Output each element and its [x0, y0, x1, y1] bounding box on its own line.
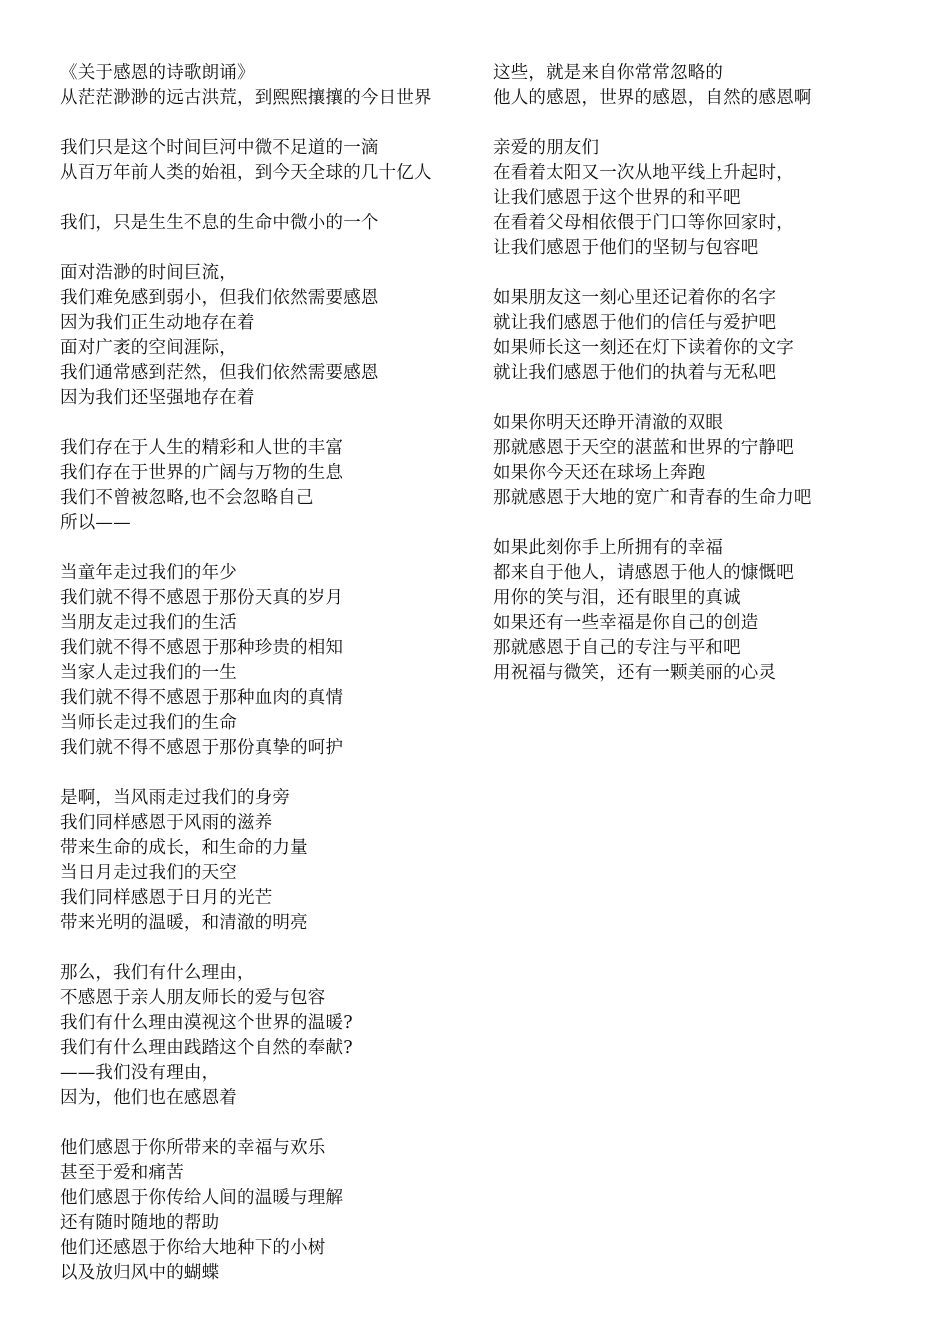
poem-line: 我们有什么理由践踏这个自然的奉献?	[60, 1038, 353, 1058]
poem-line: 当日月走过我们的天空	[60, 863, 237, 883]
poem-line: 甚至于爱和痛苦	[60, 1163, 184, 1183]
poem-line: 当家人走过我们的一生	[60, 663, 237, 683]
poem-line: 让我们感恩于他们的坚韧与包容吧	[493, 238, 759, 258]
stanza	[60, 1136, 480, 1286]
poem-line: 如果师长这一刻还在灯下读着你的文字	[493, 338, 794, 358]
poem-line: 面对浩渺的时间巨流，	[60, 263, 237, 283]
poem-line: 面对广袤的空间涯际，	[60, 338, 237, 358]
poem-line: 用你的笑与泪，还有眼里的真诚	[493, 588, 741, 608]
poem-line: 因为，他们也在感恩着	[60, 1088, 237, 1108]
poem-line: 我们存在于人生的精彩和人世的丰富	[60, 438, 344, 458]
poem-line: 以及放归风中的蝴蝶	[60, 1263, 220, 1283]
poem-line: 这些，就是来自你常常忽略的	[493, 63, 724, 83]
poem-line: 是啊，当风雨走过我们的身旁	[60, 788, 291, 808]
stanza	[60, 211, 480, 236]
poem-line: 带来光明的温暖，和清澈的明亮	[60, 913, 308, 933]
poem-line: 我们不曾被忽略,也不会忽略自己	[60, 488, 314, 508]
poem-line: 如果还有一些幸福是你自己的创造	[493, 613, 759, 633]
poem-line: 让我们感恩于这个世界的和平吧	[493, 188, 741, 208]
poem-line: 那就感恩于自己的专注与平和吧	[493, 638, 741, 658]
poem-line: 在看着太阳又一次从地平线上升起时，	[493, 163, 794, 183]
poem-line: 从百万年前人类的始祖，到今天全球的几十亿人	[60, 163, 432, 183]
poem-line: 不感恩于亲人朋友师长的爱与包容	[60, 988, 326, 1008]
stanza	[60, 786, 480, 936]
poem-line: 我们就不得不感恩于那份真挚的呵护	[60, 738, 344, 758]
stanza	[60, 261, 480, 411]
stanza	[60, 961, 480, 1111]
poem-line: 都来自于他人，请感恩于他人的慷慨吧	[493, 563, 794, 583]
poem-line: 就让我们感恩于他们的执着与无私吧	[493, 363, 777, 383]
poem-line: 用祝福与微笑，还有一颗美丽的心灵	[493, 663, 777, 683]
poem-line: 我们有什么理由漠视这个世界的温暖?	[60, 1013, 353, 1033]
poem-line: 当朋友走过我们的生活	[60, 613, 237, 633]
poem-line: 我们就不得不感恩于那种血肉的真情	[60, 688, 344, 708]
poem-line: 如果朋友这一刻心里还记着你的名字	[493, 288, 777, 308]
poem-line: 我们就不得不感恩于那份天真的岁月	[60, 588, 344, 608]
stanza	[493, 536, 913, 686]
poem-line: 因为我们正生动地存在着	[60, 313, 255, 333]
poem-line: 我们只是这个时间巨河中微不足道的一滴	[60, 138, 379, 158]
poem-line: 他们感恩于你传给人间的温暖与理解	[60, 1188, 344, 1208]
poem-line: 我们同样感恩于风雨的滋养	[60, 813, 273, 833]
poem-line: 我们通常感到茫然，但我们依然需要感恩	[60, 363, 379, 383]
poem-line: 我们就不得不感恩于那种珍贵的相知	[60, 638, 344, 658]
poem-line: 他们还感恩于你给大地种下的小树	[60, 1238, 326, 1258]
poem-line: 如果你今天还在球场上奔跑	[493, 463, 706, 483]
poem-line: 当童年走过我们的年少	[60, 563, 237, 583]
poem-line: 因为我们还坚强地存在着	[60, 388, 255, 408]
poem-line: 就让我们感恩于他们的信任与爱护吧	[493, 313, 777, 333]
poem-line: 我们难免感到弱小，但我们依然需要感恩	[60, 288, 379, 308]
stanza	[60, 561, 480, 761]
stanza	[60, 61, 480, 111]
poem-title: 《关于感恩的诗歌朗诵》	[60, 63, 255, 83]
poem-line: 在看着父母相依偎于门口等你回家时，	[493, 213, 794, 233]
stanza	[493, 61, 913, 111]
poem-line: 那么，我们有什么理由，	[60, 963, 255, 983]
poem-line: 那就感恩于大地的宽广和青春的生命力吧	[493, 488, 812, 508]
left-column	[60, 61, 480, 1311]
poem-line: 还有随时随地的帮助	[60, 1213, 220, 1233]
poem-line: 带来生命的成长，和生命的力量	[60, 838, 308, 858]
poem-line: 如果你明天还睁开清澈的双眼	[493, 413, 724, 433]
right-column	[493, 61, 913, 711]
poem-line: ——我们没有理由，	[60, 1063, 220, 1083]
poem-line: 当师长走过我们的生命	[60, 713, 237, 733]
poem-line: 那就感恩于天空的湛蓝和世界的宁静吧	[493, 438, 794, 458]
poem-line: 从茫茫渺渺的远古洪荒，到熙熙攘攘的今日世界	[60, 88, 432, 108]
stanza	[60, 136, 480, 186]
poem-line: 他们感恩于你所带来的幸福与欢乐	[60, 1138, 326, 1158]
poem-line: 如果此刻你手上所拥有的幸福	[493, 538, 724, 558]
poem-line: 亲爱的朋友们	[493, 138, 600, 158]
poem-line: 他人的感恩，世界的感恩，自然的感恩啊	[493, 88, 812, 108]
stanza	[493, 411, 913, 511]
stanza	[493, 136, 913, 261]
poem-line: 我们同样感恩于日月的光芒	[60, 888, 273, 908]
stanza	[60, 436, 480, 536]
poem-line: 所以——	[60, 513, 131, 533]
stanza	[493, 286, 913, 386]
poem-line: 我们存在于世界的广阔与万物的生息	[60, 463, 344, 483]
poem-line: 我们，只是生生不息的生命中微小的一个	[60, 213, 379, 233]
